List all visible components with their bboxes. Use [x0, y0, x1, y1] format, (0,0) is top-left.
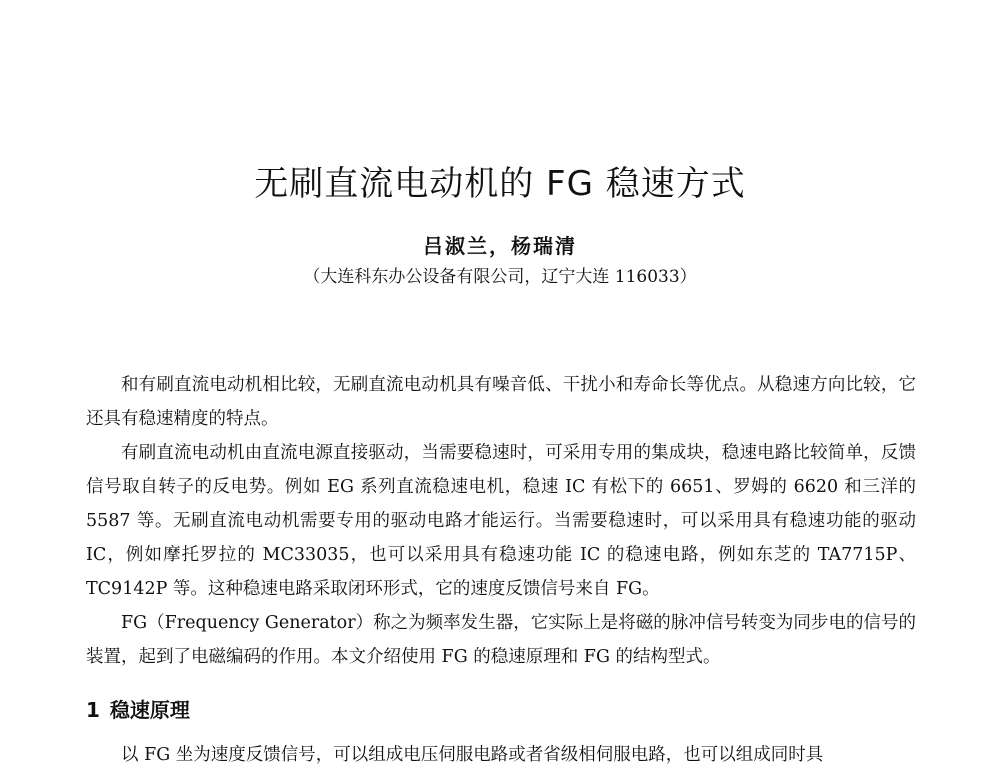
paragraph: 以 FG 坐为速度反馈信号，可以组成电压伺服电路或者省级相伺服电路，也可以组成同时具	[121, 745, 824, 765]
paper-authors: 吕淑兰，杨瑞清	[423, 234, 577, 258]
section-heading	[86, 694, 190, 723]
section-number: 1	[86, 698, 100, 722]
paper-affiliation: （大连科东办公设备有限公司，辽宁大连 116033）	[303, 267, 697, 287]
paragraph: FG（Frequency Generator）称之为频率发生器，它实际上是将磁的脉冲信号转变为同步电的信号的装置，起到了电磁编码的作用。本文介绍使用 FG 的稳速原理和 FG 的结构型式。	[86, 613, 916, 667]
paper-body	[86, 368, 916, 674]
paragraph: 有刷直流电动机由直流电源直接驱动，当需要稳速时，可采用专用的集成块，稳速电路比较简单，反馈信号取自转子的反电势。例如 EG 系列直流稳速电机，稳速 IC 有松下的 6651、罗姆的 6620 和三洋的 5587 等。无刷直流电动机需要专用的驱动电路才能运行。当需要稳速时，可以采用具有稳速功能的驱动 IC，例如摩托罗拉的 MC33035，也可以采用具有稳速功能 IC 的稳速电路，例如东芝的 TA7715P、TC9142P 等。这种稳速电路采取闭环形式，它的速度反馈信号来自 FG。	[86, 443, 916, 599]
paper-title: 无刷直流电动机的 FG 稳速方式	[254, 164, 746, 204]
section-title: 稳速原理	[109, 698, 190, 722]
paragraph: 和有刷直流电动机相比较，无刷直流电动机具有噪音低、干扰小和寿命长等优点。从稳速方向比较，它还具有稳速精度的特点。	[86, 375, 916, 429]
